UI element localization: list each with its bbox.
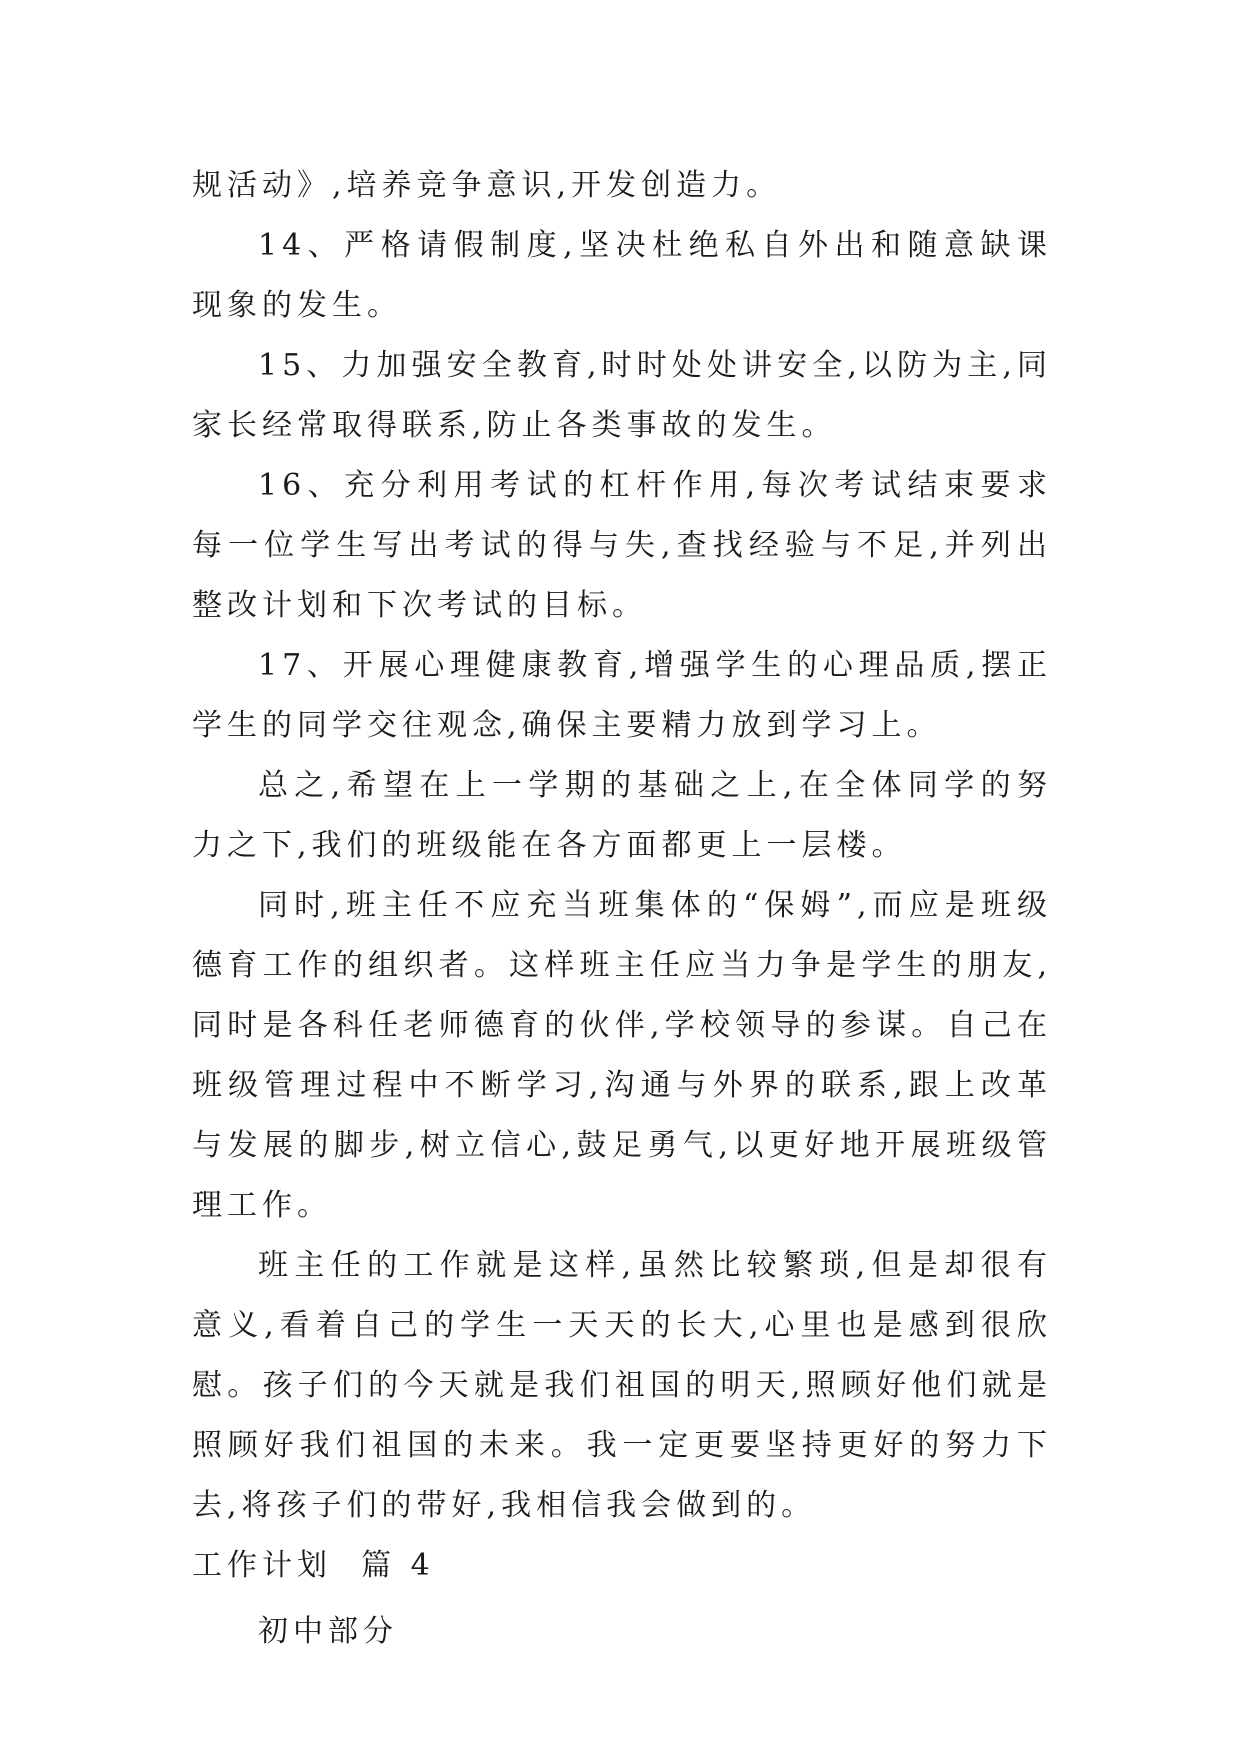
section-subheading: 初中部分	[258, 1614, 398, 1649]
paragraph-continuation: 规活动》,培养竞争意识,开发创造力。	[192, 168, 782, 203]
section-heading: 工作计划 篇 4	[192, 1548, 435, 1583]
paragraph-summary: 总之,希望在上一学期的基础之上,在全体同学的努力之下,我们的班级能在各方面都更上一层楼。	[192, 768, 1052, 863]
paragraph-item-16: 16、充分利用考试的杠杆作用,每次考试结束要求每一位学生写出考试的得与失,查找经验与不足,并列出整改计划和下次考试的目标。	[192, 468, 1052, 623]
paragraph-item-17: 17、开展心理健康教育,增强学生的心理品质,摆正学生的同学交往观念,确保主要精力放到学习上。	[192, 648, 1052, 743]
paragraph-item-14: 14、严格请假制度,坚决杜绝私自外出和随意缺课现象的发生。	[192, 228, 1052, 323]
paragraph-closing: 班主任的工作就是这样,虽然比较繁琐,但是却很有意义,看着自己的学生一天天的长大,心里也是感到很欣慰。孩子们的今天就是我们祖国的明天,照顾好他们就是照顾好我们祖国的未来。我一定更要坚持更好的努力下去,将孩子们的带好,我相信我会做到的。	[192, 1248, 1052, 1523]
paragraph-teacher-role: 同时,班主任不应充当班集体的“保姆”,而应是班级德育工作的组织者。这样班主任应当力争是学生的朋友,同时是各科任老师德育的伙伴,学校领导的参谋。自己在班级管理过程中不断学习,沟通与外界的联系,跟上改革与发展的脚步,树立信心,鼓足勇气,以更好地开展班级管理工作。	[192, 888, 1052, 1223]
document-body	[192, 156, 1052, 1662]
paragraph-item-15: 15、力加强安全教育,时时处处讲安全,以防为主,同家长经常取得联系,防止各类事故的发生。	[192, 348, 1052, 443]
